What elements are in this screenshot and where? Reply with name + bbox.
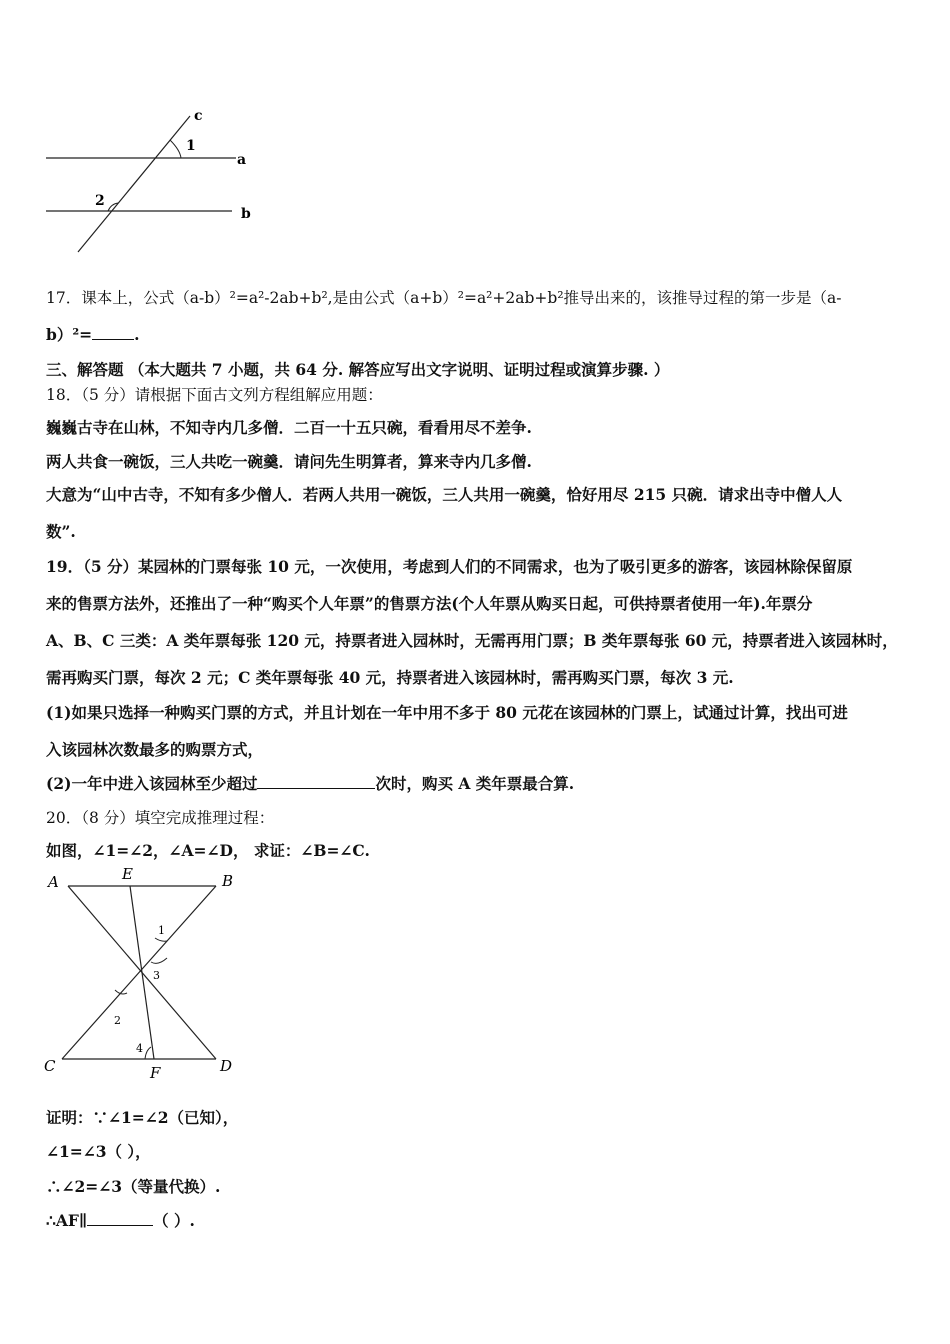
proof-last-suffix: （ ）. [153, 1211, 195, 1230]
q20-header: 20．（8 分）填空完成推理过程： [46, 809, 275, 827]
label-2: 2 [114, 1014, 121, 1027]
label-D: D [220, 1057, 233, 1075]
label-1: 1 [186, 138, 196, 154]
q19-line: 需再购买门票，每次 2 元；C 类年票每张 40 元，持票者进入该园林时，需再购买门票，每次 3 元. [46, 668, 734, 687]
angle-1-arc [170, 140, 181, 158]
q19-line: 来的售票方法外，还推出了一种“购买个人年票”的售票方法(个人年票从购买日起，可供持票者使用一年).年票分 [46, 594, 813, 613]
q17-answer-blank[interactable] [92, 325, 134, 340]
q19-line: 19．（5 分）某园林的门票每张 10 元，一次使用，考虑到人们的不同需求，也为了吸引更多的游客，该园林除保留原 [46, 557, 853, 576]
label-4: 4 [136, 1042, 143, 1055]
q17-line2-suffix: . [134, 325, 140, 344]
label-B: B [222, 872, 234, 890]
label-1: 1 [158, 924, 165, 937]
proof-answer-blank[interactable] [87, 1211, 153, 1226]
q18-line: 大意为“山中古寺，不知有多少僧人．若两人共用一碗饭，三人共用一碗羹，恰好用尽 215 只碗．请求出寺中僧人人 [46, 485, 843, 504]
line-c [78, 116, 190, 252]
angle-1-arc [155, 938, 167, 941]
label-C: C [44, 1057, 56, 1075]
q18-header: 18．（5 分）请根据下面古文列方程组解应用题： [46, 386, 383, 404]
q17-line2-prefix: b）²= [46, 325, 93, 344]
q19-line: 入该园林次数最多的购票方式， [46, 740, 264, 759]
angle-3-arc [151, 958, 167, 963]
q18-line: 数”. [46, 522, 76, 541]
proof-line: ∴∠2=∠3（等量代换）. [46, 1177, 221, 1196]
label-E: E [122, 866, 133, 883]
q19-answer-blank[interactable] [257, 774, 375, 789]
proof-line: 证明：∵∠1=∠2（已知）， [46, 1108, 239, 1127]
label-A: A [48, 873, 59, 891]
proof-last-prefix: ∴AF∥ [46, 1211, 88, 1230]
proof-last-line [46, 1209, 195, 1231]
q18-line: 两人共食一碗饭，三人共吃一碗羹．请问先生明算者，算来寺内几多僧. [46, 452, 532, 471]
q17-line2 [46, 323, 140, 345]
q19-line: (1)如果只选择一种购买门票的方式，并且计划在一年中用不多于 80 元花在该园林的门票上，试通过计算，找出可进 [46, 703, 848, 722]
q18-line: 巍巍古寺在山林，不知寺内几多僧．二百一十五只碗，看看用尽不差争. [46, 418, 532, 437]
segment-EF [130, 886, 154, 1059]
angle-4-arc [145, 1047, 151, 1059]
q19-line: A、B、C 三类：A 类年票每张 120 元，持票者进入园林时，无需再用门票；B 类年票每张 60 元，持票者进入该园林时， [46, 631, 898, 650]
q20-given: 如图，∠1=∠2，∠A=∠D， 求证：∠B=∠C. [46, 841, 370, 860]
label-b: b [241, 206, 251, 222]
label-c: c [194, 108, 203, 124]
geometry-figure [40, 866, 250, 1081]
label-F: F [150, 1064, 161, 1081]
label-3: 3 [153, 969, 160, 982]
segment-BC [62, 886, 216, 1059]
parallel-lines-figure [40, 100, 270, 260]
q17-line1: 17．课本上，公式（a-b）²=a²-2ab+b²,是由公式（a+b）²=a²+2ab+b²推导出来的，该推导过程的第一步是（a- [46, 289, 842, 307]
proof-line: ∠1=∠3（ ）， [46, 1142, 151, 1161]
section3-title: 三、解答题 （本大题共 7 小题，共 64 分. 解答应写出文字说明、证明过程或演算步骤. ） [46, 360, 670, 379]
q19-part2 [46, 772, 574, 794]
label-2: 2 [95, 193, 105, 209]
q19-part2-suffix: 次时，购买 A 类年票最合算. [375, 774, 575, 793]
q19-part2-prefix: (2)一年中进入该园林至少超过 [46, 774, 258, 793]
label-a: a [237, 152, 247, 168]
